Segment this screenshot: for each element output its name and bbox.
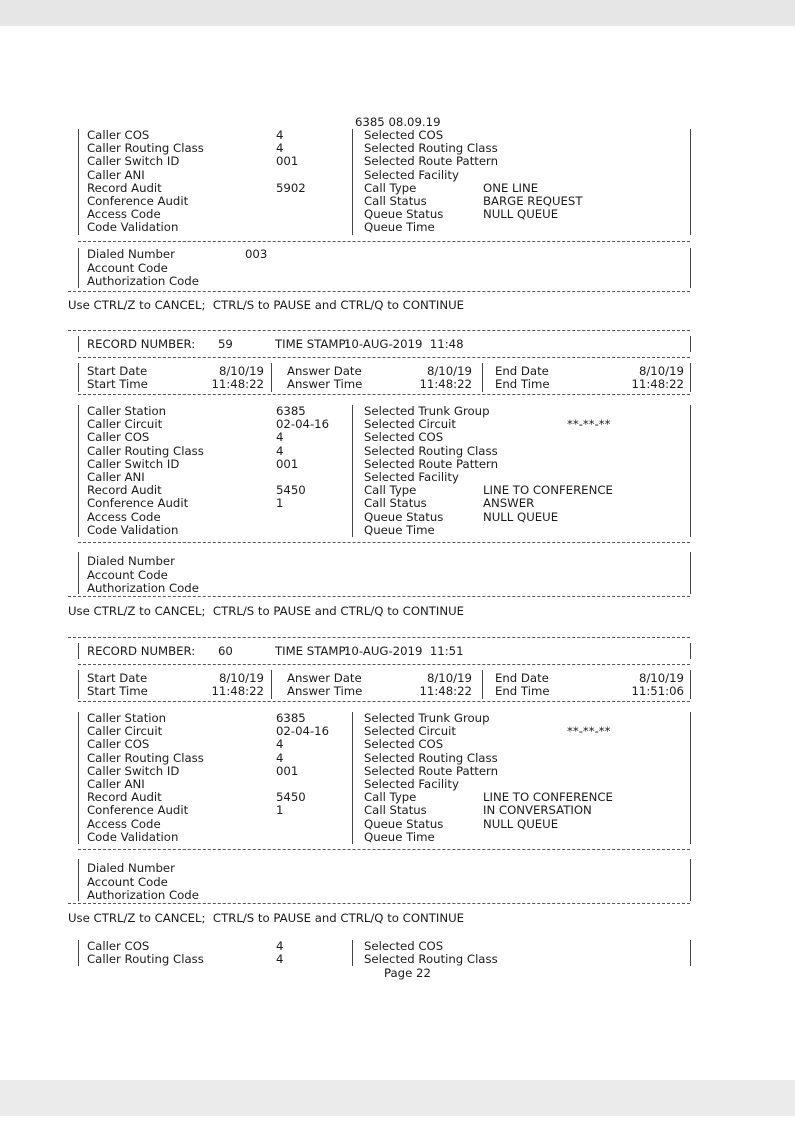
dashed-rule — [68, 596, 690, 597]
record-number-label: RECORD NUMBER: — [87, 337, 196, 351]
column-divider — [482, 363, 483, 392]
field-label: Call Type — [364, 790, 417, 805]
field-label: Selected Routing Class — [364, 141, 498, 156]
end-date-value: 8/10/19 — [638, 671, 684, 685]
answer-date-value: 8/10/19 — [426, 671, 472, 685]
field-value: 4 — [276, 141, 284, 156]
field-label: Dialed Number — [87, 247, 175, 261]
dashed-rule — [78, 701, 690, 702]
cancel-instructions: Use CTRL/Z to CANCEL; CTRL/S to PAUSE and CTRL/Q to CONTINUE — [68, 298, 465, 312]
column-divider — [690, 336, 691, 352]
field-label: Selected Circuit — [364, 417, 456, 432]
field-label: Code Validation — [87, 220, 179, 235]
field-label: Selected Trunk Group — [364, 404, 490, 418]
record-number-value: 60 — [218, 644, 233, 658]
column-divider — [690, 129, 691, 235]
field-label: Selected Facility — [364, 777, 459, 791]
end-date-value: 8/10/19 — [638, 364, 684, 378]
field-value: 6385 — [276, 404, 306, 418]
field-label: Code Validation — [87, 522, 179, 537]
field-label: Call Status — [364, 194, 427, 208]
field-value: LINE TO CONFERENCE — [483, 483, 613, 498]
answer-date-value: 8/10/19 — [426, 364, 472, 378]
cancel-instructions: Use CTRL/Z to CANCEL; CTRL/S to PAUSE and CTRL/Q to CONTINUE — [68, 604, 465, 618]
field-label: Caller Station — [87, 404, 167, 418]
field-label: Caller ANI — [87, 777, 145, 791]
column-divider — [690, 405, 691, 537]
timestamp-value: 10-AUG-2019 11:48 — [344, 337, 464, 351]
field-value: 001 — [276, 456, 299, 471]
start-time-value: 11:48:22 — [211, 684, 264, 698]
end-date-label: End Date — [495, 671, 549, 685]
field-value: 5450 — [276, 790, 306, 805]
field-value: **-**-** — [567, 417, 611, 432]
field-label: Record Audit — [87, 790, 162, 805]
column-divider — [78, 643, 79, 659]
field-value: 001 — [276, 154, 299, 169]
field-label: Selected Facility — [364, 470, 459, 484]
field-label: Record Audit — [87, 180, 162, 195]
column-divider — [78, 363, 79, 392]
field-label: Access Code — [87, 509, 161, 524]
answer-time-value: 11:48:22 — [419, 684, 472, 698]
field-value: 4 — [276, 737, 284, 752]
field-label: Selected COS — [364, 128, 444, 142]
timestamp-label: TIME STAMP: — [275, 644, 350, 658]
field-label: Caller ANI — [87, 470, 145, 484]
dashed-rule — [78, 542, 690, 543]
field-value: 001 — [276, 763, 299, 778]
field-label: Queue Time — [364, 829, 435, 844]
field-label: Call Status — [364, 496, 427, 511]
dashed-rule — [78, 664, 690, 665]
field-label: Dialed Number — [87, 861, 175, 875]
field-label: Access Code — [87, 816, 161, 831]
field-value: BARGE REQUEST — [483, 194, 583, 208]
field-value: NULL QUEUE — [483, 207, 559, 222]
field-label: Caller COS — [87, 939, 150, 953]
column-divider — [78, 859, 79, 901]
field-label: Selected Trunk Group — [364, 711, 490, 725]
field-value: NULL QUEUE — [483, 816, 559, 831]
field-value: 4 — [276, 430, 284, 445]
field-label: Call Type — [364, 180, 417, 195]
field-value: ONE LINE — [483, 180, 539, 195]
field-label: Queue Time — [364, 522, 435, 537]
column-divider — [78, 552, 79, 594]
column-divider — [690, 363, 691, 392]
column-divider — [690, 859, 691, 901]
column-divider — [690, 552, 691, 594]
field-label: Authorization Code — [87, 274, 199, 288]
dashed-rule — [78, 849, 690, 850]
field-label: Conference Audit — [87, 803, 189, 818]
field-value: 6385 — [276, 711, 306, 725]
column-divider — [690, 670, 691, 699]
field-label: Caller COS — [87, 430, 150, 445]
timestamp-label: TIME STAMP: — [275, 337, 350, 351]
timestamp-value: 10-AUG-2019 11:51 — [344, 644, 464, 658]
field-value: 4 — [276, 939, 284, 953]
field-value: 1 — [276, 803, 284, 818]
end-time-value: 11:51:06 — [631, 684, 684, 698]
cancel-instructions: Use CTRL/Z to CANCEL; CTRL/S to PAUSE and CTRL/Q to CONTINUE — [68, 911, 465, 925]
field-label: Caller Circuit — [87, 724, 163, 739]
column-divider — [352, 405, 353, 537]
field-label: Selected COS — [364, 939, 444, 953]
field-label: Record Audit — [87, 483, 162, 498]
field-label: Conference Audit — [87, 496, 189, 511]
dashed-rule — [68, 291, 690, 292]
dashed-rule — [78, 357, 690, 358]
field-label: Caller ANI — [87, 167, 145, 182]
field-value: 4 — [276, 952, 284, 967]
column-divider — [78, 670, 79, 699]
field-label: Caller Switch ID — [87, 763, 180, 778]
field-label: Selected Routing Class — [364, 443, 498, 458]
field-label: Selected COS — [364, 430, 444, 445]
dashed-rule — [78, 241, 690, 242]
field-label: Queue Time — [364, 220, 435, 235]
column-divider — [690, 712, 691, 844]
start-date-label: Start Date — [87, 671, 148, 685]
field-value: IN CONVERSATION — [483, 803, 592, 818]
field-label: Authorization Code — [87, 581, 199, 595]
column-divider — [78, 405, 79, 537]
field-value: LINE TO CONFERENCE — [483, 790, 613, 805]
field-label: Caller Routing Class — [87, 141, 204, 156]
field-value: 5902 — [276, 180, 306, 195]
field-label: Caller Routing Class — [87, 952, 204, 967]
start-date-value: 8/10/19 — [218, 671, 264, 685]
dashed-rule — [68, 637, 690, 638]
field-label: Caller COS — [87, 128, 150, 142]
end-time-label: End Time — [495, 377, 550, 391]
field-value: 02-04-16 — [276, 724, 330, 739]
field-label: Access Code — [87, 207, 161, 222]
field-label: Authorization Code — [87, 888, 199, 902]
column-divider — [352, 129, 353, 235]
answer-time-label: Answer Time — [287, 377, 363, 391]
column-divider — [271, 363, 272, 392]
field-label: Selected Routing Class — [364, 952, 498, 967]
field-label: Selected COS — [364, 737, 444, 752]
record-number-value: 59 — [218, 337, 233, 351]
field-value: 1 — [276, 496, 284, 511]
field-value: 5450 — [276, 483, 306, 498]
end-time-label: End Time — [495, 684, 550, 698]
end-date-label: End Date — [495, 364, 549, 378]
field-value: **-**-** — [567, 724, 611, 739]
field-label: Selected Route Pattern — [364, 456, 499, 471]
dialed-number-value: 003 — [245, 247, 268, 261]
answer-date-label: Answer Date — [287, 364, 362, 378]
field-value: 4 — [276, 750, 284, 765]
column-divider — [78, 129, 79, 235]
dashed-rule — [68, 330, 690, 331]
answer-time-value: 11:48:22 — [419, 377, 472, 391]
field-label: Selected Facility — [364, 167, 459, 182]
field-value: 02-04-16 — [276, 417, 330, 432]
print-stamp: 6385 08.09.19 — [355, 115, 441, 129]
field-label: Queue Status — [364, 207, 444, 222]
field-label: Caller Routing Class — [87, 443, 204, 458]
field-label: Selected Route Pattern — [364, 154, 499, 169]
field-label: Caller Routing Class — [87, 750, 204, 765]
column-divider — [78, 248, 79, 288]
column-divider — [690, 248, 691, 288]
column-divider — [482, 670, 483, 699]
field-label: Conference Audit — [87, 194, 189, 208]
field-label: Queue Status — [364, 816, 444, 831]
field-label: Dialed Number — [87, 554, 175, 568]
field-label: Account Code — [87, 261, 168, 275]
field-label: Selected Route Pattern — [364, 763, 499, 778]
field-label: Account Code — [87, 875, 168, 889]
column-divider — [690, 643, 691, 659]
field-label: Call Status — [364, 803, 427, 818]
field-label: Caller Switch ID — [87, 154, 180, 169]
answer-date-label: Answer Date — [287, 671, 362, 685]
field-label: Caller Switch ID — [87, 456, 180, 471]
column-divider — [352, 712, 353, 844]
column-divider — [78, 712, 79, 844]
record-number-label: RECORD NUMBER: — [87, 644, 196, 658]
field-label: Caller COS — [87, 737, 150, 752]
column-divider — [690, 940, 691, 966]
field-value: ANSWER — [483, 496, 535, 511]
dashed-rule — [68, 903, 690, 904]
field-label: Code Validation — [87, 829, 179, 844]
field-label: Selected Circuit — [364, 724, 456, 739]
field-label: Caller Circuit — [87, 417, 163, 432]
field-label: Caller Station — [87, 711, 167, 725]
field-value: 4 — [276, 128, 284, 142]
start-time-value: 11:48:22 — [211, 377, 264, 391]
start-time-label: Start Time — [87, 684, 148, 698]
column-divider — [271, 670, 272, 699]
answer-time-label: Answer Time — [287, 684, 363, 698]
column-divider — [78, 336, 79, 352]
field-label: Selected Routing Class — [364, 750, 498, 765]
start-time-label: Start Time — [87, 377, 148, 391]
field-label: Queue Status — [364, 509, 444, 524]
field-value: 4 — [276, 443, 284, 458]
end-time-value: 11:48:22 — [631, 377, 684, 391]
page-number: Page 22 — [384, 966, 431, 980]
column-divider — [352, 940, 353, 966]
start-date-label: Start Date — [87, 364, 148, 378]
start-date-value: 8/10/19 — [218, 364, 264, 378]
field-value: NULL QUEUE — [483, 509, 559, 524]
field-label: Account Code — [87, 568, 168, 582]
field-label: Call Type — [364, 483, 417, 498]
dashed-rule — [78, 394, 690, 395]
column-divider — [78, 940, 79, 966]
